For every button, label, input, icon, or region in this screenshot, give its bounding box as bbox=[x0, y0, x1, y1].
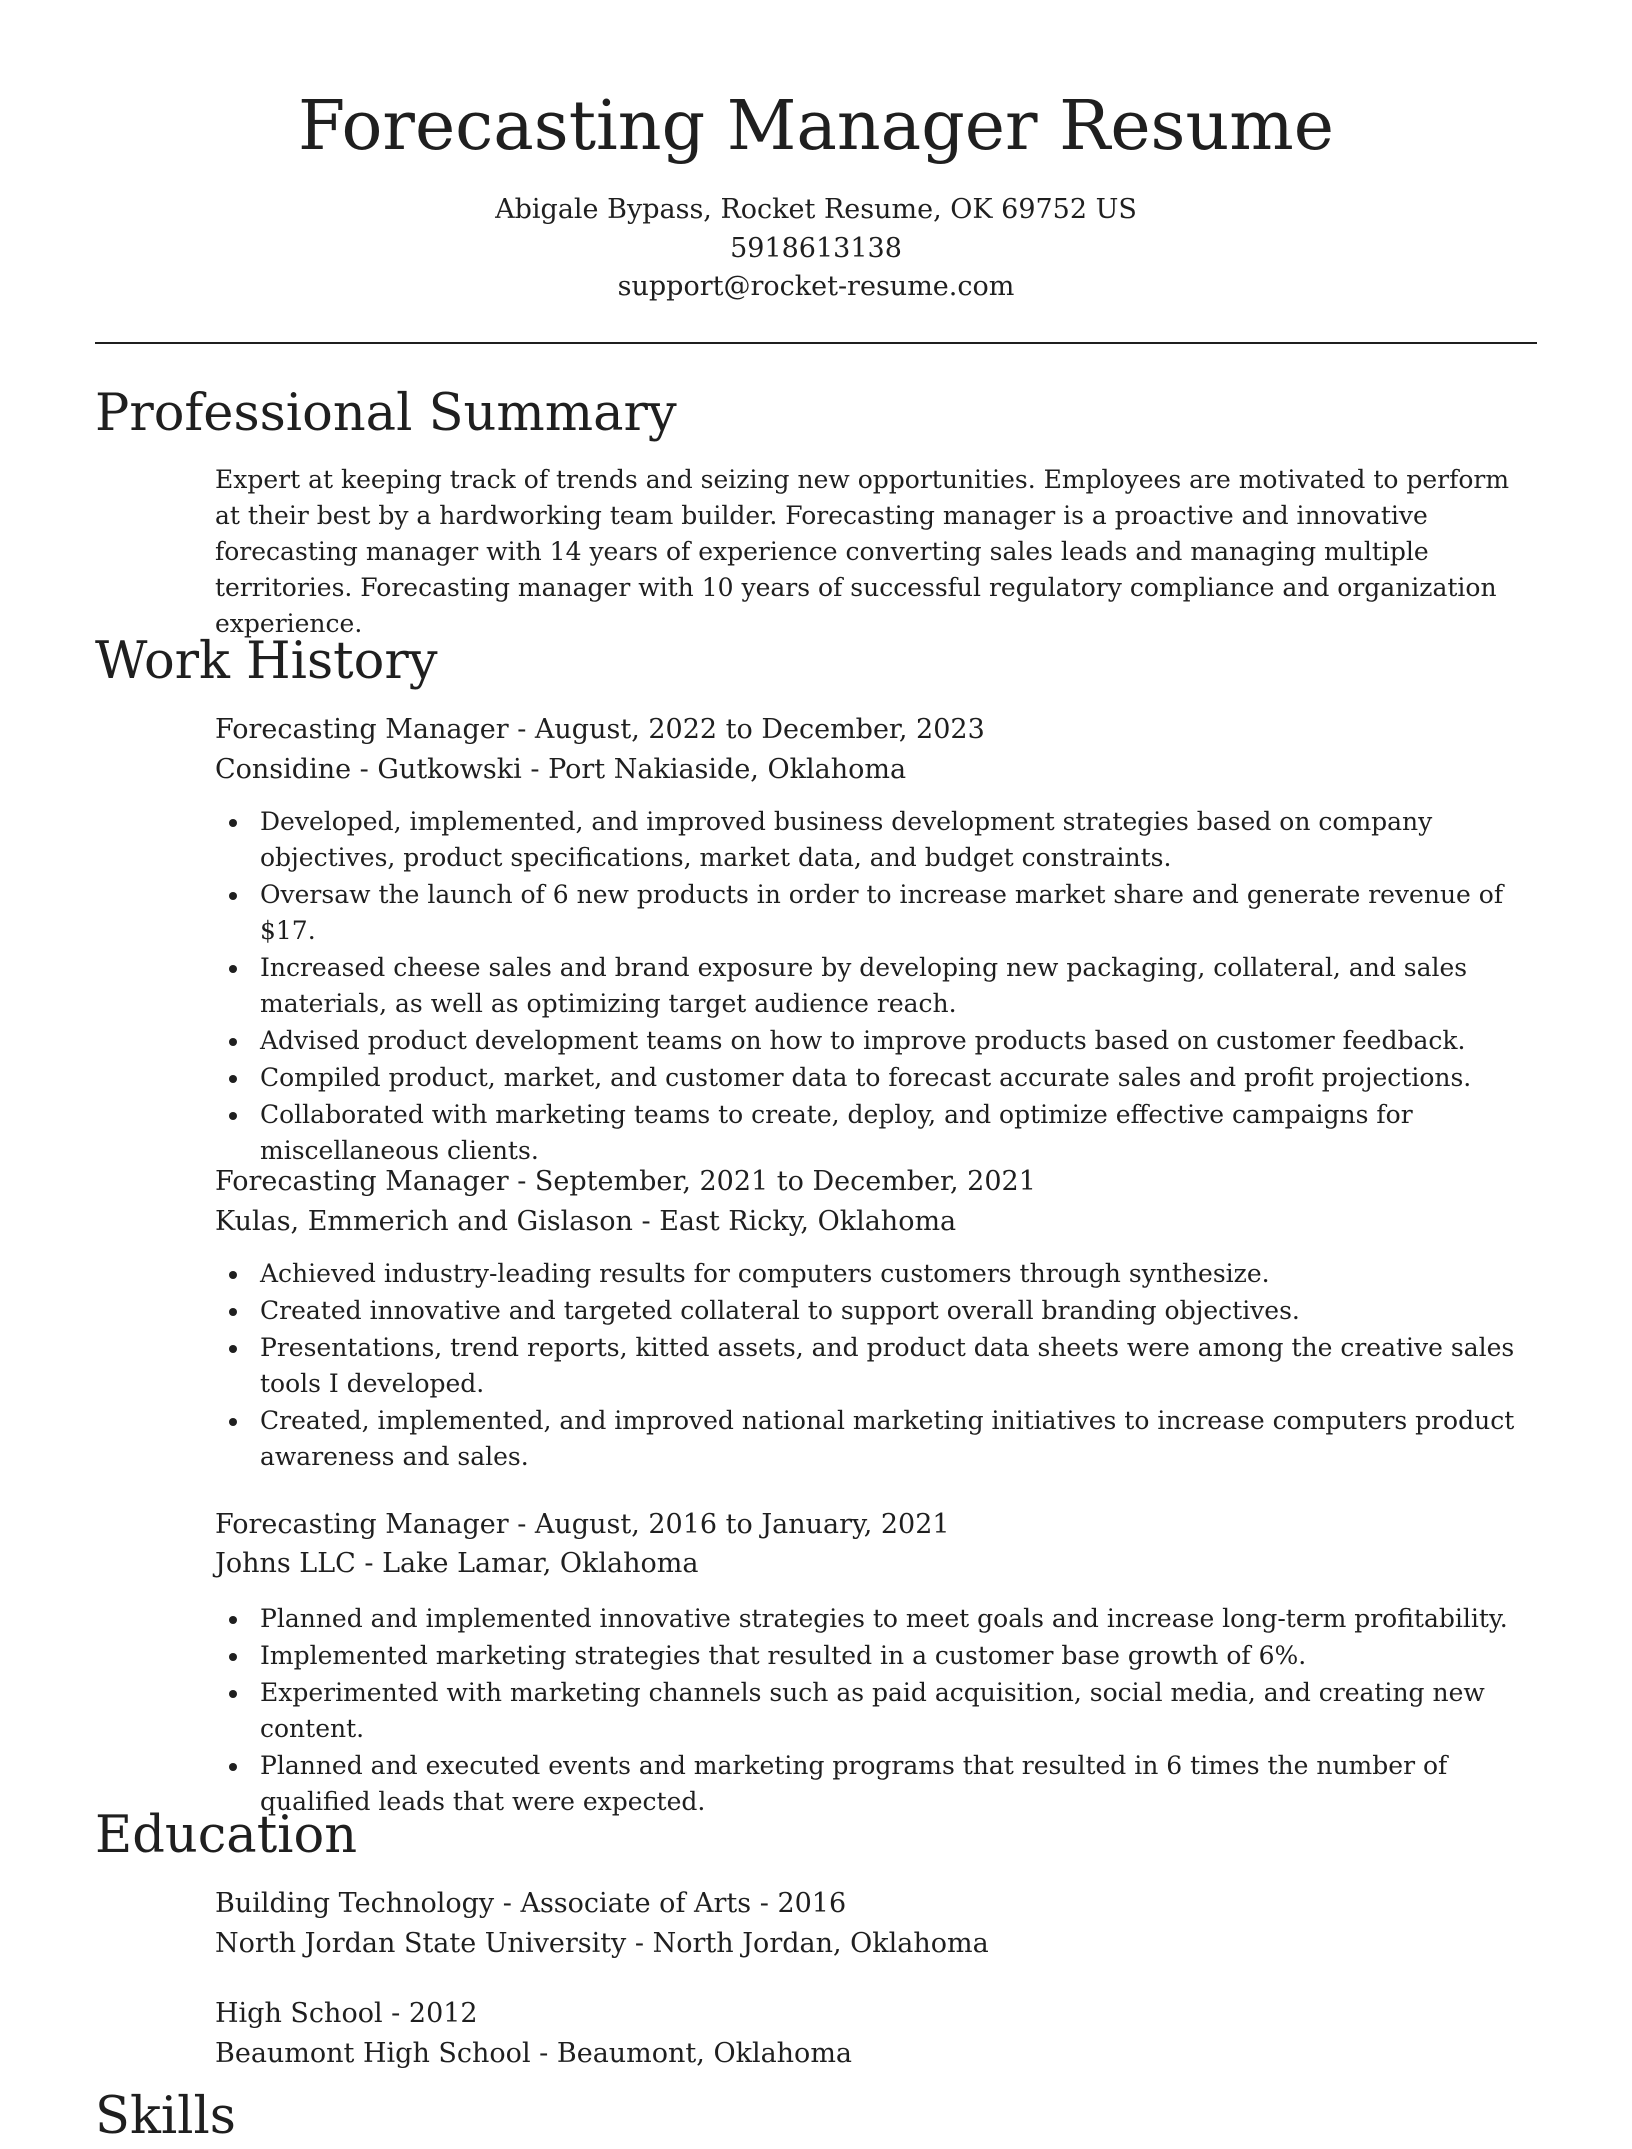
education-year: 2012 bbox=[408, 1998, 478, 2029]
education-school-line bbox=[215, 1925, 989, 1963]
separator: - bbox=[355, 1548, 383, 1579]
contact-phone: 5918613138 bbox=[730, 233, 902, 264]
job-title-line bbox=[215, 711, 985, 749]
job-title-line bbox=[215, 1506, 950, 1544]
list-item: Increased cheese sales and brand exposure by developing new packaging, collateral, and sales materials, as well as optimizing target audience reach. bbox=[215, 950, 1540, 1022]
list-item: Created, implemented, and improved national marketing initiatives to increase computers product awareness and sales. bbox=[215, 1403, 1540, 1475]
job-bullets bbox=[215, 804, 1540, 1170]
separator: - bbox=[626, 1928, 653, 1959]
job-company-line bbox=[215, 1545, 698, 1583]
list-item: Collaborated with marketing teams to create, deploy, and optimize effective campaigns for miscellaneous clients. bbox=[215, 1097, 1540, 1169]
header-divider bbox=[95, 342, 1537, 344]
separator: - bbox=[751, 1888, 778, 1919]
separator: - bbox=[632, 1206, 660, 1237]
education-school: North Jordan State University bbox=[215, 1928, 627, 1959]
section-heading-education: Education bbox=[95, 1806, 358, 1865]
education-program: Building Technology bbox=[215, 1888, 495, 1919]
job-company: Johns LLC bbox=[215, 1548, 356, 1579]
job-company-line bbox=[215, 751, 906, 789]
education-location: North Jordan, Oklahoma bbox=[652, 1928, 989, 1959]
summary-text: Expert at keeping track of trends and seizing new opportunities. Employees are motivated to perform at their best by a hardworking team builder. Forecasting manager is a proactive and innovative forecasting manager with 14 years of experience converting sales leads and managing multiple territories. Forecasting manager with 10 years of successful regulatory compliance and organization experience. bbox=[215, 465, 1510, 638]
list-item: Planned and executed events and marketing programs that resulted in 6 times the number of qualified leads that were expected. bbox=[215, 1748, 1540, 1820]
education-school-line bbox=[215, 2035, 852, 2073]
list-item: Presentations, trend reports, kitted assets, and product data sheets were among the creative sales tools I developed. bbox=[215, 1330, 1540, 1402]
job-title: Forecasting Manager bbox=[215, 1166, 509, 1197]
list-item: Created innovative and targeted collateral to support overall branding objectives. bbox=[215, 1293, 1540, 1329]
education-program-line bbox=[215, 1995, 478, 2033]
job-location: Port Nakiaside, Oklahoma bbox=[548, 754, 907, 785]
resume-title: Forecasting Manager Resume bbox=[298, 87, 1334, 166]
separator: - bbox=[508, 1166, 535, 1197]
job-bullets bbox=[215, 1601, 1540, 1821]
education-year: 2016 bbox=[777, 1888, 847, 1919]
education-program-line bbox=[215, 1885, 846, 1923]
list-item: Compiled product, market, and customer data to forecast accurate sales and profit projections. bbox=[215, 1060, 1540, 1096]
list-item: Planned and implemented innovative strategies to meet goals and increase long-term profitability. bbox=[215, 1601, 1540, 1637]
separator: - bbox=[508, 1509, 535, 1540]
separator: - bbox=[530, 2038, 557, 2069]
section-heading-summary: Professional Summary bbox=[95, 384, 677, 443]
education-degree: Associate of Arts bbox=[520, 1888, 752, 1919]
job-company-line bbox=[215, 1203, 956, 1241]
list-item: Achieved industry-leading results for computers customers through synthesize. bbox=[215, 1256, 1540, 1292]
job-dates: September, 2021 to December, 2021 bbox=[534, 1166, 1036, 1197]
job-company: Kulas, Emmerich and Gislason bbox=[215, 1206, 633, 1237]
list-item: Experimented with marketing channels such as paid acquisition, social media, and creating new content. bbox=[215, 1675, 1540, 1747]
education-location: Beaumont, Oklahoma bbox=[556, 2038, 853, 2069]
job-dates: August, 2022 to December, 2023 bbox=[534, 714, 985, 745]
contact-email: support@rocket-resume.com bbox=[617, 271, 1015, 302]
job-location: East Ricky, Oklahoma bbox=[659, 1206, 957, 1237]
separator: - bbox=[508, 714, 535, 745]
list-item: Advised product development teams on how to improve products based on customer feedback. bbox=[215, 1023, 1540, 1059]
separator: - bbox=[521, 754, 549, 785]
education-program: High School bbox=[215, 1998, 383, 2029]
education-school: Beaumont High School bbox=[215, 2038, 531, 2069]
job-location: Lake Lamar, Oklahoma bbox=[382, 1548, 699, 1579]
job-title: Forecasting Manager bbox=[215, 1509, 509, 1540]
section-heading-skills: Skills bbox=[95, 2087, 236, 2146]
job-bullets bbox=[215, 1256, 1540, 1476]
section-heading-work: Work History bbox=[95, 632, 438, 691]
contact-address: Abigale Bypass, Rocket Resume, OK 69752 US bbox=[495, 194, 1137, 225]
job-dates: August, 2016 to January, 2021 bbox=[534, 1509, 950, 1540]
job-title-line bbox=[215, 1163, 1036, 1201]
job-title: Forecasting Manager bbox=[215, 714, 509, 745]
list-item: Developed, implemented, and improved business development strategies based on company objectives, product specifications, market data, and budget constraints. bbox=[215, 804, 1540, 876]
job-company: Considine - Gutkowski bbox=[215, 754, 522, 785]
list-item: Oversaw the launch of 6 new products in order to increase market share and generate revenue of $17. bbox=[215, 877, 1540, 949]
separator: - bbox=[382, 1998, 409, 2029]
separator: - bbox=[494, 1888, 521, 1919]
list-item: Implemented marketing strategies that resulted in a customer base growth of 6%. bbox=[215, 1638, 1540, 1674]
